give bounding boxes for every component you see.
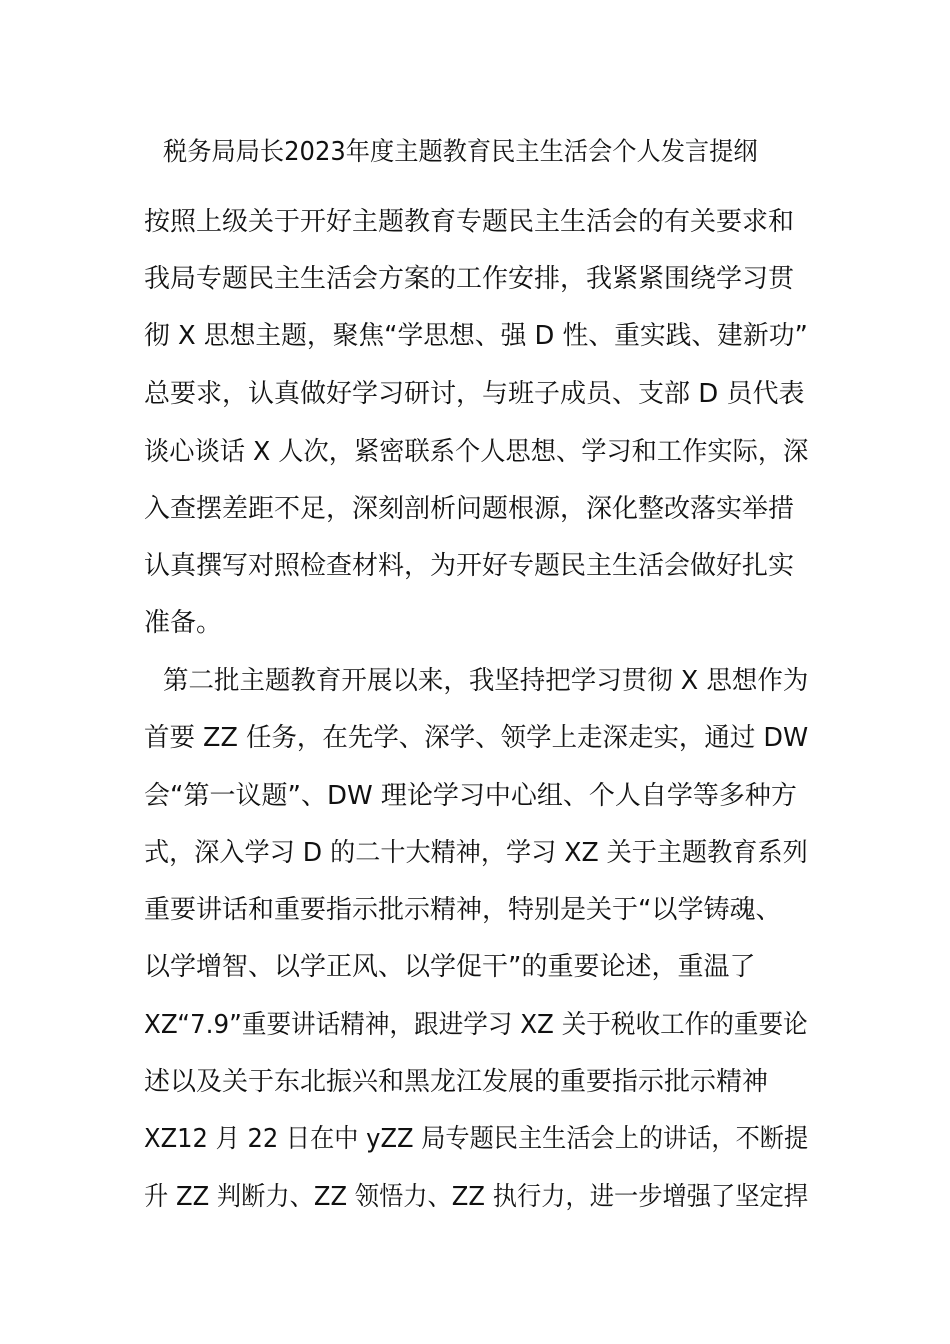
paragraph-2-line-4: 式，深入学习 D 的二十大精神，学习 XZ 关于主题教育系列: [144, 838, 808, 868]
paragraph-2-line-5: 重要讲话和重要指示批示精神，特别是关于“以学铸魂、: [144, 895, 782, 925]
paragraph-2-line-10: 升 ZZ 判断力、ZZ 领悟力、ZZ 执行力，进一步增强了坚定捍: [144, 1182, 808, 1212]
paragraph-1-line-8: 准备。: [144, 608, 223, 638]
paragraph-2-line-8: 述以及关于东北振兴和黑龙江发展的重要指示批示精神: [144, 1067, 769, 1097]
paragraph-2-line-7: XZ“7.9”重要讲话精神，跟进学习 XZ 关于税收工作的重要论: [144, 1010, 808, 1040]
paragraph-2-line-2: 首要 ZZ 任务，在先学、深学、领学上走深走实，通过 DW: [144, 723, 809, 753]
document-title: 税务局局长2023年度主题教育民主生活会个人发言提纲: [163, 137, 758, 167]
paragraph-1-line-7: 认真撰写对照检查材料，为开好专题民主生活会做好扎实: [144, 551, 795, 581]
paragraph-1-line-1: 按照上级关于开好主题教育专题民主生活会的有关要求和: [144, 207, 795, 237]
paragraph-2-line-9: XZ12 月 22 日在中 yZZ 局专题民主生活会上的讲话，不断提: [144, 1124, 809, 1154]
paragraph-1-line-3: 彻 X 思想主题，聚焦“学思想、强 D 性、重实践、建新功”: [144, 321, 808, 351]
paragraph-2-line-3: 会“第一议题”、DW 理论学习中心组、个人自学等多种方: [144, 781, 797, 811]
paragraph-2-line-1: 第二批主题教育开展以来，我坚持把学习贯彻 X 思想作为: [163, 666, 809, 696]
paragraph-2-line-6: 以学增智、以学正风、以学促干”的重要论述，重温了: [144, 952, 756, 982]
paragraph-1-line-5: 谈心谈话 X 人次，紧密联系个人思想、学习和工作实际，深: [144, 437, 809, 467]
paragraph-1-line-2: 我局专题民主生活会方案的工作安排，我紧紧围绕学习贯: [144, 264, 795, 294]
paragraph-1-line-4: 总要求，认真做好学习研讨，与班子成员、支部 D 员代表: [144, 379, 805, 409]
paragraph-1-line-6: 入查摆差距不足，深刻剖析问题根源，深化整改落实举措: [144, 494, 795, 524]
